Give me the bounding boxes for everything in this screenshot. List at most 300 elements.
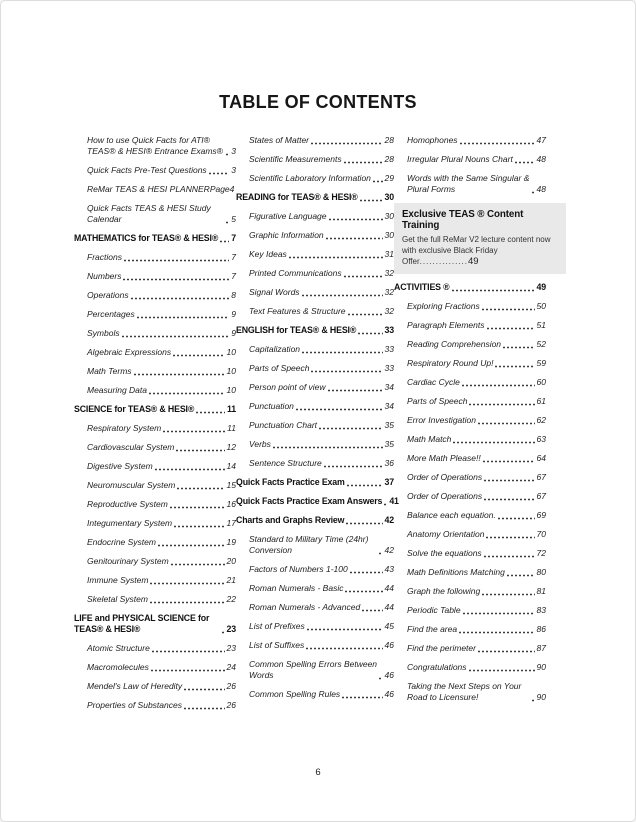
page-ref: 33 — [384, 344, 394, 354]
page-ref: 9 — [231, 309, 236, 319]
toc-entry-label: Figurative Language — [249, 211, 327, 221]
toc-entry-label: Printed Communications — [249, 268, 342, 278]
dot-leader — [515, 161, 535, 164]
toc-entry-label: ReMar TEAS & HESI PLANNER — [87, 184, 210, 194]
page-ref: 17 — [226, 518, 236, 528]
toc-entry — [236, 602, 394, 613]
dot-leader — [362, 609, 382, 612]
toc-entry — [74, 347, 236, 358]
toc-entry — [74, 442, 236, 453]
toc-entry — [74, 184, 236, 195]
dot-leader — [311, 142, 383, 145]
dot-leader — [150, 601, 225, 604]
dot-leader: ............... — [419, 257, 468, 266]
toc-entry-label: Digestive System — [87, 461, 153, 471]
toc-entry-label: Quick Facts TEAS & HESI Study Calendar — [87, 203, 211, 224]
page-ref: 42 — [384, 545, 394, 555]
page-ref: 7 — [231, 252, 236, 262]
toc-entry — [394, 586, 546, 597]
toc-entry — [394, 135, 546, 146]
page-ref: 8 — [231, 290, 236, 300]
dot-leader — [452, 289, 535, 292]
dot-leader — [319, 427, 382, 430]
section-header-label: READING for TEAS® & HESI® — [236, 192, 358, 202]
dot-leader — [174, 525, 224, 528]
toc-entry-label: Roman Numerals - Advanced — [249, 602, 361, 612]
toc-entry-label: Balance each equation. — [407, 510, 496, 520]
page-ref: 80 — [536, 567, 546, 577]
toc-entry-label: Factors of Numbers 1-100 — [249, 564, 348, 574]
page-ref: 81 — [536, 586, 546, 596]
toc-entry — [394, 377, 546, 388]
page-ref: 72 — [536, 548, 546, 558]
dot-leader — [460, 142, 535, 145]
toc-entry-label: Person point of view — [249, 382, 326, 392]
toc-entry-label: Solve the equations — [407, 548, 482, 558]
toc-entry-label: Numbers — [87, 271, 122, 281]
page-ref: 34 — [384, 401, 394, 411]
dot-leader — [484, 479, 534, 482]
page-ref: 44 — [384, 583, 394, 593]
page-ref: 7 — [231, 233, 236, 243]
toc-entry — [394, 434, 546, 445]
toc-entry-label: Math Definitions Matching — [407, 567, 505, 577]
section-header-label: MATHEMATICS for TEAS® & HESI® — [74, 233, 219, 243]
toc-columns — [74, 135, 551, 719]
toc-entry — [74, 643, 236, 654]
page-ref: 32 — [384, 306, 394, 316]
page-ref: 45 — [384, 621, 394, 631]
dot-leader — [151, 669, 225, 672]
toc-entry — [394, 339, 546, 350]
page-ref: 30 — [384, 211, 394, 221]
toc-entry-label: Punctuation — [249, 401, 294, 411]
toc-entry-label: Paragraph Elements — [407, 320, 485, 330]
dot-leader — [469, 403, 534, 406]
dot-leader — [170, 506, 225, 509]
dot-leader — [296, 408, 383, 411]
dot-leader — [498, 517, 535, 520]
section-header — [236, 515, 394, 526]
toc-entry — [394, 681, 546, 703]
toc-entry-label: Neuromuscular System — [87, 480, 176, 490]
toc-entry-label: Key Ideas — [249, 249, 287, 259]
toc-entry — [394, 415, 546, 426]
dot-leader — [163, 430, 225, 433]
page-ref: 14 — [226, 461, 236, 471]
page-ref: 22 — [226, 594, 236, 604]
toc-entry — [236, 640, 394, 651]
dot-leader — [483, 460, 535, 463]
toc-entry — [74, 662, 236, 673]
dot-leader — [220, 240, 229, 243]
page-ref: 3 — [231, 146, 236, 156]
toc-entry-label: Symbols — [87, 328, 120, 338]
dot-leader — [122, 335, 230, 338]
section-header-label: ENGLISH for TEAS® & HESI® — [236, 325, 357, 335]
toc-entry-label: List of Suffixes — [249, 640, 305, 650]
toc-entry — [236, 211, 394, 222]
toc-entry — [394, 548, 546, 559]
page-ref: 36 — [384, 458, 394, 468]
toc-entry — [74, 700, 236, 711]
toc-column — [394, 135, 551, 711]
promo-description: Get the full ReMar V2 lecture content now with exclusive Black Friday Offer — [402, 235, 551, 266]
page-ref: 47 — [536, 135, 546, 145]
section-header-label: ACTIVITIES ® — [394, 282, 450, 292]
page-number: 6 — [315, 767, 321, 778]
toc-entry — [236, 135, 394, 146]
toc-entry-label: Reading Comprehension — [407, 339, 502, 349]
page-ref: 35 — [384, 439, 394, 449]
page-ref: 46 — [384, 640, 394, 650]
toc-entry-label: Skeletal System — [87, 594, 148, 604]
toc-entry — [236, 249, 394, 260]
dot-leader — [324, 465, 383, 468]
toc-entry — [236, 458, 394, 469]
dot-leader — [462, 384, 535, 387]
page-ref: 46 — [384, 689, 394, 699]
page-ref: 30 — [384, 192, 394, 202]
section-header-label: LIFE and PHYSICAL SCIENCE for TEAS® & HESI® — [74, 613, 210, 634]
dot-leader — [137, 316, 230, 319]
dot-leader — [532, 191, 535, 194]
page-ref: 48 — [536, 154, 546, 164]
toc-entry-label: Graph the following — [407, 586, 481, 596]
toc-entry-label: Immune System — [87, 575, 149, 585]
toc-entry — [74, 499, 236, 510]
dot-leader — [329, 218, 383, 221]
toc-entry — [236, 439, 394, 450]
toc-column — [236, 135, 399, 708]
toc-entry-label: Order of Operations — [407, 491, 483, 501]
dot-leader — [384, 503, 387, 506]
dot-leader — [487, 327, 535, 330]
dot-leader — [124, 259, 229, 262]
toc-entry-label: How to use Quick Facts for ATI® TEAS® & HESI® Entrance Exams® — [87, 135, 223, 156]
page-ref: 69 — [536, 510, 546, 520]
toc-entry-label: Quick Facts Pre-Test Questions — [87, 165, 207, 175]
toc-entry — [236, 154, 394, 165]
page-ref: 62 — [536, 415, 546, 425]
page-ref: 41 — [389, 496, 399, 506]
page-ref: 23 — [226, 624, 236, 634]
page-ref: 90 — [536, 662, 546, 672]
page-ref: 9 — [231, 328, 236, 338]
dot-leader — [184, 707, 225, 710]
toc-entry-label: Cardiac Cycle — [407, 377, 460, 387]
page-ref: 59 — [536, 358, 546, 368]
toc-entry — [236, 420, 394, 431]
toc-entry-label: Algebraic Expressions — [87, 347, 172, 357]
page-ref: 49 — [467, 256, 479, 267]
toc-entry — [394, 491, 546, 502]
section-header-label: Quick Facts Practice Exam — [236, 477, 345, 487]
toc-entry-label: Respiratory Round Up! — [407, 358, 494, 368]
toc-entry — [236, 534, 394, 556]
toc-entry-label: Text Features & Structure — [249, 306, 346, 316]
section-header — [236, 325, 394, 336]
page-ref: 11 — [227, 404, 236, 414]
dot-leader — [123, 278, 229, 281]
toc-entry — [236, 287, 394, 298]
page-ref: 70 — [536, 529, 546, 539]
page-ref: 50 — [536, 301, 546, 311]
toc-entry — [394, 358, 546, 369]
section-header — [236, 192, 394, 203]
toc-entry — [236, 564, 394, 575]
page-ref: 32 — [384, 268, 394, 278]
toc-entry-label: Operations — [87, 290, 129, 300]
toc-entry-label: Parts of Speech — [249, 363, 310, 373]
toc-entry-label: Capitalization — [249, 344, 301, 354]
dot-leader — [348, 313, 383, 316]
toc-entry — [394, 320, 546, 331]
toc-entry — [236, 230, 394, 241]
dot-leader — [469, 669, 535, 672]
toc-entry — [394, 301, 546, 312]
dot-leader — [196, 411, 225, 414]
toc-entry-label: Respiratory System — [87, 423, 162, 433]
toc-entry-label: Measuring Data — [87, 385, 148, 395]
dot-leader — [134, 373, 225, 376]
toc-entry — [236, 401, 394, 412]
page-ref: 83 — [536, 605, 546, 615]
dot-leader — [344, 275, 383, 278]
page-ref: 46 — [384, 670, 394, 680]
page-ref: 63 — [536, 434, 546, 444]
dot-leader — [311, 370, 382, 373]
toc-entry-label: Fractions — [87, 252, 122, 262]
dot-leader — [463, 612, 535, 615]
toc-entry — [74, 203, 236, 225]
dot-leader — [302, 294, 383, 297]
page-ref: 67 — [536, 491, 546, 501]
toc-entry — [74, 165, 236, 176]
toc-entry — [74, 681, 236, 692]
toc-entry-label: Integumentary System — [87, 518, 173, 528]
dot-leader — [379, 677, 382, 680]
toc-entry — [74, 423, 236, 434]
toc-entry-label: Verbs — [249, 439, 271, 449]
page-ref: 19 — [226, 537, 236, 547]
dot-leader — [495, 365, 534, 368]
toc-entry-label: Scientific Measurements — [249, 154, 342, 164]
page-ref: 7 — [231, 271, 236, 281]
dot-leader — [306, 647, 382, 650]
toc-entry-label: States of Matter — [249, 135, 309, 145]
toc-entry — [74, 575, 236, 586]
page-ref: 32 — [384, 287, 394, 297]
toc-entry-label: Punctuation Chart — [249, 420, 318, 430]
dot-leader — [373, 180, 383, 183]
dot-leader — [478, 422, 535, 425]
dot-leader — [482, 593, 534, 596]
dot-leader — [346, 522, 382, 525]
page-ref: 49 — [536, 282, 546, 292]
page-ref: 21 — [226, 575, 236, 585]
page-ref: 10 — [226, 385, 236, 395]
page-ref: 10 — [226, 366, 236, 376]
toc-entry — [74, 252, 236, 263]
page-ref: 34 — [384, 382, 394, 392]
section-header-label: Charts and Graphs Review — [236, 515, 345, 525]
toc-entry — [236, 268, 394, 279]
toc-entry-label: Scientific Laboratory Information — [249, 173, 371, 183]
toc-entry-label: Sentence Structure — [249, 458, 322, 468]
dot-leader — [358, 332, 382, 335]
dot-leader — [177, 487, 224, 490]
toc-entry-label: Periodic Table — [407, 605, 461, 615]
page-ref: 33 — [384, 325, 394, 335]
toc-entry — [74, 309, 236, 320]
dot-leader — [342, 696, 382, 699]
section-header — [74, 613, 236, 635]
page-ref: 12 — [226, 442, 236, 452]
page-ref: 5 — [231, 214, 236, 224]
toc-entry-label: Order of Operations — [407, 472, 483, 482]
dot-leader — [326, 237, 383, 240]
dot-leader — [302, 351, 383, 354]
page-ref: 15 — [226, 480, 236, 490]
dot-leader — [226, 221, 229, 224]
toc-entry — [236, 583, 394, 594]
toc-entry-label: Properties of Substances — [87, 700, 182, 710]
page-ref: 61 — [536, 396, 546, 406]
toc-entry — [394, 154, 546, 165]
promo-title: Exclusive TEAS ® Content Training — [402, 209, 524, 231]
toc-entry-label: Error Investigation — [407, 415, 476, 425]
dot-leader — [484, 498, 534, 501]
toc-entry — [74, 328, 236, 339]
page-ref: 30 — [384, 230, 394, 240]
toc-entry-label: Atomic Structure — [87, 643, 150, 653]
page-ref: 43 — [384, 564, 394, 574]
section-header — [236, 477, 394, 488]
page-ref: 20 — [226, 556, 236, 566]
toc-entry-label: Percentages — [87, 309, 135, 319]
toc-entry-label: Roman Numerals - Basic — [249, 583, 344, 593]
page-ref: 60 — [536, 377, 546, 387]
toc-entry-label: Endocrine System — [87, 537, 156, 547]
page-ref: 86 — [536, 624, 546, 634]
dot-leader — [209, 172, 230, 175]
page-ref: Page4 — [209, 184, 235, 194]
toc-entry-label: Homophones — [407, 135, 458, 145]
toc-entry-label: Cardiovascular System — [87, 442, 175, 452]
dot-leader — [486, 536, 534, 539]
toc-entry-label: Common Spelling Rules — [249, 689, 341, 699]
dot-leader — [482, 308, 535, 311]
promo-box — [394, 203, 566, 274]
toc-entry-label: Anatomy Orientation — [407, 529, 485, 539]
toc-entry — [394, 624, 546, 635]
toc-entry — [394, 453, 546, 464]
promo-body-text — [402, 234, 558, 267]
dot-leader — [273, 446, 383, 449]
section-header-label: SCIENCE for TEAS® & HESI® — [74, 404, 195, 414]
section-header — [74, 233, 236, 244]
page-ref: 90 — [536, 692, 546, 702]
section-header — [74, 404, 236, 415]
toc-entry — [394, 662, 546, 673]
dot-leader — [347, 484, 383, 487]
section-header-label: Quick Facts Practice Exam Answers — [236, 496, 383, 506]
toc-entry — [74, 290, 236, 301]
page-ref: 52 — [536, 339, 546, 349]
page-ref: 24 — [226, 662, 236, 672]
toc-entry — [394, 605, 546, 616]
dot-leader — [478, 650, 535, 653]
toc-entry-label: Congratulations — [407, 662, 467, 672]
section-header — [394, 282, 546, 293]
dot-leader — [184, 688, 224, 691]
toc-entry — [236, 621, 394, 632]
page-ref: 28 — [384, 154, 394, 164]
page-ref: 11 — [227, 423, 236, 433]
toc-entry — [74, 461, 236, 472]
dot-leader — [155, 468, 225, 471]
dot-leader — [328, 389, 383, 392]
page-ref: 35 — [384, 420, 394, 430]
toc-entry-label: Common Spelling Errors Between Words — [249, 659, 378, 680]
dot-leader — [344, 161, 383, 164]
dot-leader — [131, 297, 230, 300]
toc-entry-label: More Math Please!! — [407, 453, 481, 463]
toc-entry — [74, 366, 236, 377]
dot-leader — [307, 628, 383, 631]
toc-entry — [74, 385, 236, 396]
toc-entry — [236, 659, 394, 681]
dot-leader — [173, 354, 224, 357]
page-ref: 26 — [226, 700, 236, 710]
dot-leader — [176, 449, 224, 452]
dot-leader — [360, 199, 383, 202]
toc-entry-label: Taking the Next Steps on Your Road to Licensure! — [407, 681, 522, 702]
dot-leader — [453, 441, 534, 444]
page-ref: 51 — [536, 320, 546, 330]
dot-leader — [149, 392, 225, 395]
toc-entry — [236, 363, 394, 374]
toc-entry — [236, 306, 394, 317]
page-ref: 42 — [384, 515, 394, 525]
dot-leader — [152, 650, 225, 653]
page-ref: 31 — [384, 249, 394, 259]
dot-leader — [379, 552, 382, 555]
toc-entry — [74, 518, 236, 529]
toc-entry-label: Standard to Military Time (24hr) Conversion — [249, 534, 369, 555]
dot-leader — [532, 699, 535, 702]
toc-entry-label: Reproductive System — [87, 499, 168, 509]
page-ref: 16 — [226, 499, 236, 509]
page-ref: 29 — [384, 173, 394, 183]
toc-entry-label: Find the perimeter — [407, 643, 476, 653]
toc-entry-label: Find the area — [407, 624, 458, 634]
toc-entry — [74, 271, 236, 282]
toc-entry — [236, 382, 394, 393]
toc-entry-label: Macromolecules — [87, 662, 149, 672]
toc-entry — [74, 556, 236, 567]
dot-leader — [150, 582, 224, 585]
toc-entry — [236, 689, 394, 700]
toc-entry-label: Irregular Plural Nouns Chart — [407, 154, 513, 164]
dot-leader — [459, 631, 534, 634]
dot-leader — [289, 256, 383, 259]
toc-entry — [74, 480, 236, 491]
toc-entry-label: Signal Words — [249, 287, 300, 297]
toc-entry — [394, 173, 546, 195]
page-ref: 48 — [536, 184, 546, 194]
